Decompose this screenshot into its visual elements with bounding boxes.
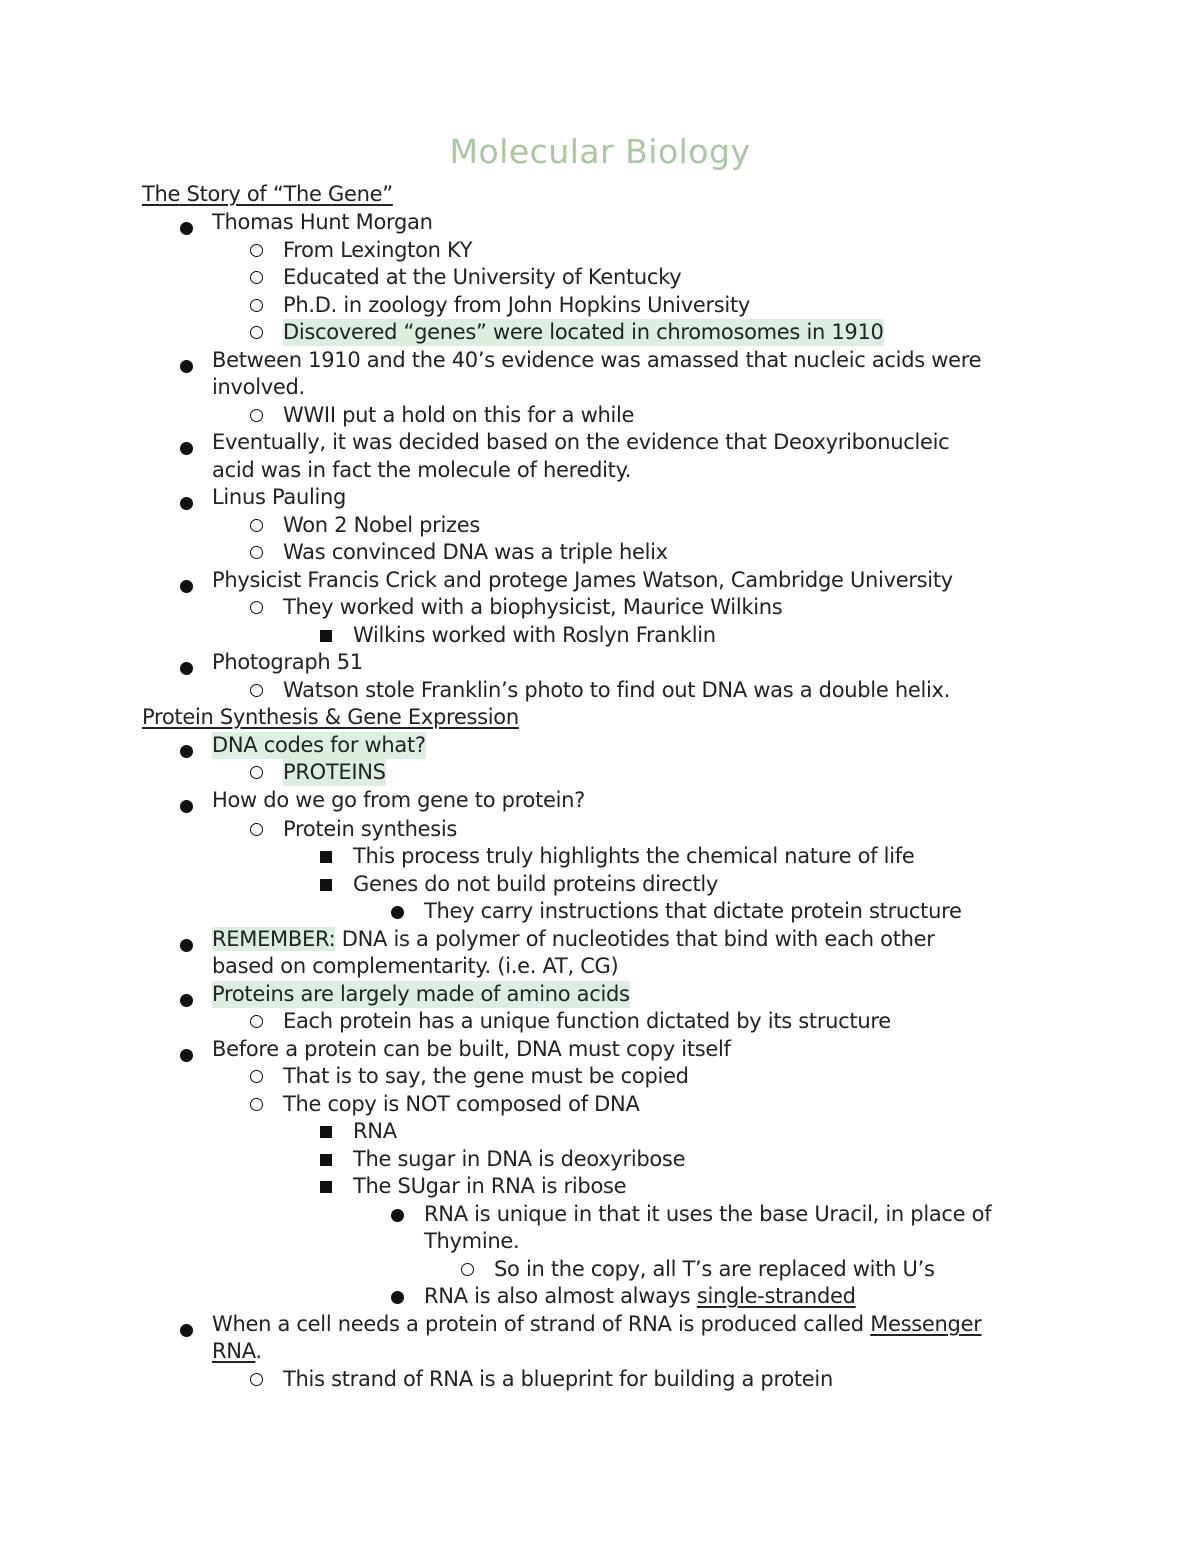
list-item: Linus Pauling [212,485,347,509]
section-heading-gene-story: The Story of “The Gene” [142,182,393,206]
list-item: So in the copy, all T’s are replaced with U’s [494,1257,935,1281]
bullet-circle [250,601,263,614]
list-item: Genes do not build proteins directly [353,872,719,896]
list-item: WWII put a hold on this for a while [283,403,635,427]
list-item-text: DNA is a polymer of nucleotides that bind with each other [335,927,935,951]
list-item [212,1311,982,1338]
bullet-square [320,1154,332,1166]
highlighted-list-item: Discovered “genes” were located in chromosomes in 1910 [283,320,884,344]
list-item [424,1283,856,1310]
bullet-disc [180,745,193,758]
bullet-circle [250,766,263,779]
bullet-circle [250,1015,263,1028]
bullet-square [320,1181,332,1193]
list-item: RNA is unique in that it uses the base Uracil, in place of [424,1202,992,1226]
bullet-disc [180,1049,193,1062]
list-item: That is to say, the gene must be copied [283,1064,689,1088]
highlighted-list-item: Proteins are largely made of amino acids [212,982,630,1006]
list-item: RNA [353,1119,397,1143]
bullet-disc [180,1324,193,1337]
list-item: They worked with a biophysicist, Maurice Wilkins [283,595,783,619]
highlighted-list-item: DNA codes for what? [212,733,426,757]
list-item-continuation: based on complementarity. (i.e. AT, CG) [212,954,619,978]
list-item-continuation: involved. [212,375,305,399]
list-item: The sugar in DNA is deoxyribose [353,1147,686,1171]
list-item-text: . [255,1339,262,1363]
bullet-disc [180,497,193,510]
bullet-square [320,1126,332,1138]
list-item: They carry instructions that dictate protein structure [424,899,962,923]
section-heading-protein-synthesis: Protein Synthesis & Gene Expression [142,705,519,729]
bullet-circle [250,1373,263,1386]
bullet-disc [180,662,193,675]
bullet-disc [180,580,193,593]
underlined-term: Messenger [870,1312,982,1336]
list-item: Protein synthesis [283,817,458,841]
bullet-circle [250,244,263,257]
list-item: Physicist Francis Crick and protege James Watson, Cambridge University [212,568,953,592]
bullet-square [320,879,332,891]
list-item [212,926,935,953]
bullet-circle [250,546,263,559]
list-item: Eventually, it was decided based on the evidence that Deoxyribonucleic [212,430,950,454]
bullet-disc [180,939,193,952]
bullet-disc [180,360,193,373]
bullet-disc [180,442,193,455]
bullet-circle [250,299,263,312]
highlighted-list-item: PROTEINS [283,760,386,784]
list-item: Between 1910 and the 40’s evidence was amassed that nucleic acids were [212,348,982,372]
bullet-disc [180,994,193,1007]
list-item: Wilkins worked with Roslyn Franklin [353,623,716,647]
list-item-continuation [212,1338,262,1365]
underlined-term: single-stranded [696,1284,856,1308]
bullet-square [320,851,332,863]
bullet-square [320,630,332,642]
list-item: Before a protein can be built, DNA must copy itself [212,1037,731,1061]
bullet-circle [250,1070,263,1083]
list-item: The SUgar in RNA is ribose [353,1174,627,1198]
list-item-continuation: acid was in fact the molecule of heredity. [212,458,632,482]
bullet-disc [391,1209,404,1222]
list-item: Photograph 51 [212,650,363,674]
list-item: From Lexington KY [283,238,473,262]
bullet-disc [391,1291,404,1304]
list-item-text: RNA is also almost always [424,1284,697,1308]
list-item: The copy is NOT composed of DNA [283,1092,640,1116]
list-item: Educated at the University of Kentucky [283,265,682,289]
highlighted-keyword: REMEMBER: [212,927,336,951]
list-item: Watson stole Franklin’s photo to find out DNA was a double helix. [283,678,951,702]
bullet-disc [391,906,404,919]
list-item-continuation: Thymine. [424,1229,520,1253]
bullet-disc [180,800,193,813]
page-title: Molecular Biology [449,132,751,171]
bullet-circle [250,409,263,422]
list-item: This strand of RNA is a blueprint for building a protein [283,1367,833,1391]
bullet-circle [250,1098,263,1111]
list-item: Was convinced DNA was a triple helix [283,540,668,564]
bullet-circle [250,684,263,697]
bullet-disc [180,222,193,235]
list-item: Won 2 Nobel prizes [283,513,481,537]
bullet-circle [250,823,263,836]
list-item: Ph.D. in zoology from John Hopkins University [283,293,751,317]
bullet-circle [461,1263,474,1276]
list-item: Each protein has a unique function dictated by its structure [283,1009,891,1033]
bullet-circle [250,271,263,284]
list-item: How do we go from gene to protein? [212,788,586,812]
list-item-text: When a cell needs a protein of strand of RNA is produced called [212,1312,871,1336]
bullet-circle [250,326,263,339]
list-item: Thomas Hunt Morgan [212,210,433,234]
bullet-circle [250,519,263,532]
list-item: This process truly highlights the chemical nature of life [353,844,915,868]
underlined-term: RNA [212,1339,256,1363]
